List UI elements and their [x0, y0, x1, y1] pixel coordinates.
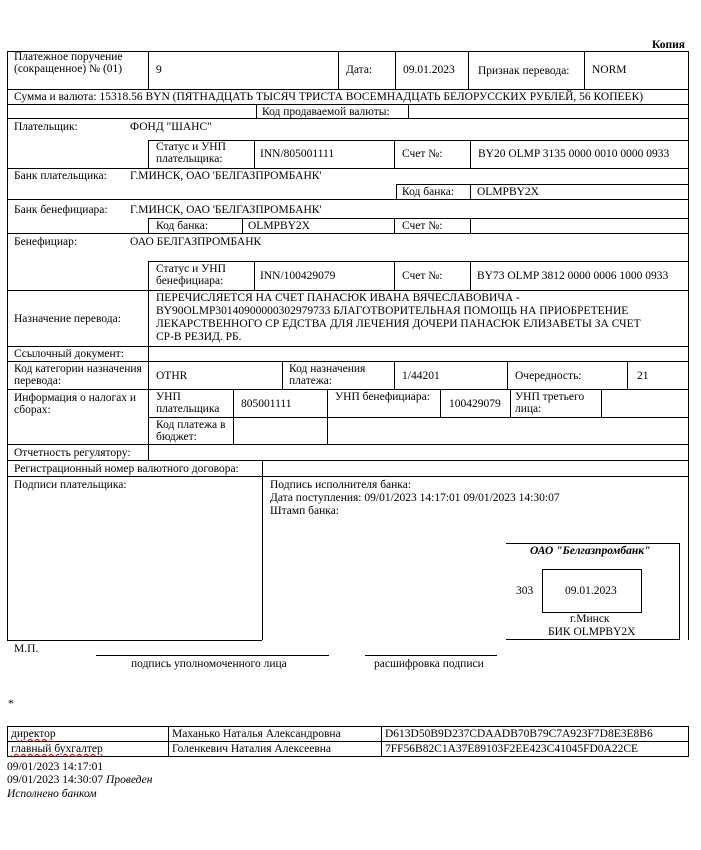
payer-bank: Г.МИНСК, ОАО 'БЕЛГАЗПРОМБАНК' [130, 170, 322, 182]
footer-time-1: 09/01/2023 14:17:01 [7, 761, 104, 773]
sign-decode-line [365, 655, 497, 656]
beneficiary-label: Бенефициар: [14, 236, 78, 248]
unp-benef-label: УНП бенефициара: [335, 391, 430, 403]
stamp-bank-name: ОАО "Белгазпромбанк" [530, 545, 651, 557]
regulator-label: Отчетность регулятору: [14, 447, 131, 459]
beneficiary-name: ОАО БЕЛГАЗПРОМБАНК [130, 236, 262, 248]
payer-account: BY20 OLMP 3135 0000 0010 0000 0933 [478, 148, 670, 160]
footer-executed: Исполнено банком [7, 788, 97, 800]
payer-unp: INN/805001111 [260, 148, 335, 160]
budget-code-label: Код платежа в бюджет: [156, 419, 226, 443]
benef-bank-code: OLMPBY2X [248, 220, 310, 232]
priority: 21 [637, 370, 649, 382]
ref-doc-label: Ссылочный документ: [14, 348, 124, 360]
amount-line: Сумма и валюта: 15318.56 BYN (ПЯТНАДЦАТЬ ТЫСЯЧ ТРИСТА ВОСЕМНАДЦАТЬ БЕЛОРУССКИХ РУБЛЕЙ, 56 КОПЕЕК) [14, 91, 644, 103]
received-line: Дата поступления: 09/01/2023 14:17:01 09/01/2023 14:30:07 [270, 492, 560, 504]
signer-hash: D613D50B9D237CDAADB70B79C7A923F7D8E3E8B6 [385, 728, 653, 740]
signer-hash: 7FF56B82C1A37E89103F2EE423C41045FD0A22CE [385, 743, 639, 755]
table-row [8, 742, 689, 757]
sign-decode-label: расшифровка подписи [374, 658, 484, 670]
signer-name: Голенкевич Наталия Алексеевна [172, 743, 332, 755]
purpose-label: Назначение перевода: [14, 313, 121, 325]
transfer-sign-label: Признак перевода: [478, 65, 570, 77]
benef-account: BY73 OLMP 3812 0000 0006 1000 0933 [477, 270, 669, 282]
authorized-sign-line [96, 655, 329, 656]
unp-third-label: УНП третьего лица: [515, 391, 585, 415]
signer-role: директор [11, 728, 56, 740]
footer-status: Проведен [106, 774, 153, 786]
category-code: OTHR [156, 370, 188, 382]
unp-payer-label: УНП плательщика [156, 391, 220, 415]
stamp-bic: БИК OLMPBY2X [548, 626, 636, 638]
doc-date: 09.01.2023 [403, 64, 455, 76]
contract-reg-label: Регистрационный номер валютного договора: [14, 463, 239, 475]
purpose-line: ЛЕКАРСТВЕННОГО СР ЕДСТВА ДЛЯ ЛЕЧЕНИЯ ДОЧЕРИ ПАНАСЮК ЕЛИЗАВЕТЫ ЗА СЧЕТ [156, 318, 641, 330]
status-unp-payer-label: Статус и УНП плательщика: [156, 141, 226, 165]
asterisk: * [8, 698, 14, 710]
signer-role: главный бухгалтер [11, 743, 103, 755]
payment-purpose-code-label: Код назначения платежа: [289, 363, 366, 387]
priority-label: Очередность: [515, 370, 582, 382]
doc-title: Платежное поручение (сокращенное) № (01) [14, 51, 123, 75]
transfer-sign: NORM [592, 64, 627, 76]
signers-table [7, 726, 689, 757]
doc-number: 9 [156, 64, 162, 76]
footer-time-2: 09/01/2023 14:30:07 [7, 774, 104, 786]
benef-bank-label: Банк бенефициара: [14, 204, 108, 216]
payer-bank-label: Банк плательщика: [14, 170, 107, 182]
mp-label: М.П. [14, 643, 39, 655]
sold-currency-label: Код продаваемой валюты: [262, 106, 390, 118]
bank-stamp-label: Штамп банка: [270, 505, 339, 517]
status-unp-benef-label: Статус и УНП бенефициара: [156, 263, 226, 287]
benef-bank-account-label: Счет №: [402, 220, 443, 232]
payer-signatures-label: Подписи плательщика: [14, 479, 127, 491]
unp-benef: 100429079 [449, 398, 501, 410]
payer-label: Плательщик: [14, 121, 78, 133]
tax-info-label: Информация о налогах и сборах: [14, 392, 137, 416]
stamp-date: 09.01.2023 [565, 585, 617, 597]
benef-bank-code-label: Код банка: [156, 220, 209, 232]
purpose-line: СР-В РЕЗИД. РБ. [156, 331, 242, 343]
payer-account-label: Счет №: [402, 148, 443, 160]
payment-purpose-code: 1/44201 [402, 370, 440, 382]
payer-bank-code: OLMPBY2X [477, 186, 539, 198]
authorized-sign-label: подпись уполномоченного лица [131, 658, 287, 670]
unp-payer: 805001111 [241, 398, 292, 410]
signer-name: Маханько Наталья Александровна [172, 728, 341, 740]
footer-time-2-line [7, 774, 152, 786]
payer-name: ФОНД "ШАНС" [130, 121, 212, 133]
benef-account-label: Счет №: [402, 270, 443, 282]
purpose-line: ПЕРЕЧИСЛЯЕТСЯ НА СЧЕТ ПАНАСЮК ИВАНА ВЯЧЕСЛАВОВИЧА - [156, 292, 520, 304]
category-code-label: Код категории назначения перевода: [14, 363, 142, 387]
copy-label: Копия [652, 39, 685, 51]
bank-signature-label: Подпись исполнителя банка: [270, 479, 412, 491]
date-label: Дата: [346, 64, 373, 76]
stamp-city: г.Минск [570, 613, 610, 625]
benef-unp: INN/100429079 [260, 270, 336, 282]
purpose-line: BY90OLMP30140900000302979733 БЛАГОТВОРИТЕЛЬНАЯ ПОМОЩЬ НА ПРИОБРЕТЕНИЕ [156, 305, 629, 317]
table-row [8, 727, 689, 742]
payer-bank-code-label: Код банка: [402, 186, 455, 198]
stamp-code: 303 [516, 585, 534, 597]
benef-bank: Г.МИНСК, ОАО 'БЕЛГАЗПРОМБАНК' [130, 204, 322, 216]
